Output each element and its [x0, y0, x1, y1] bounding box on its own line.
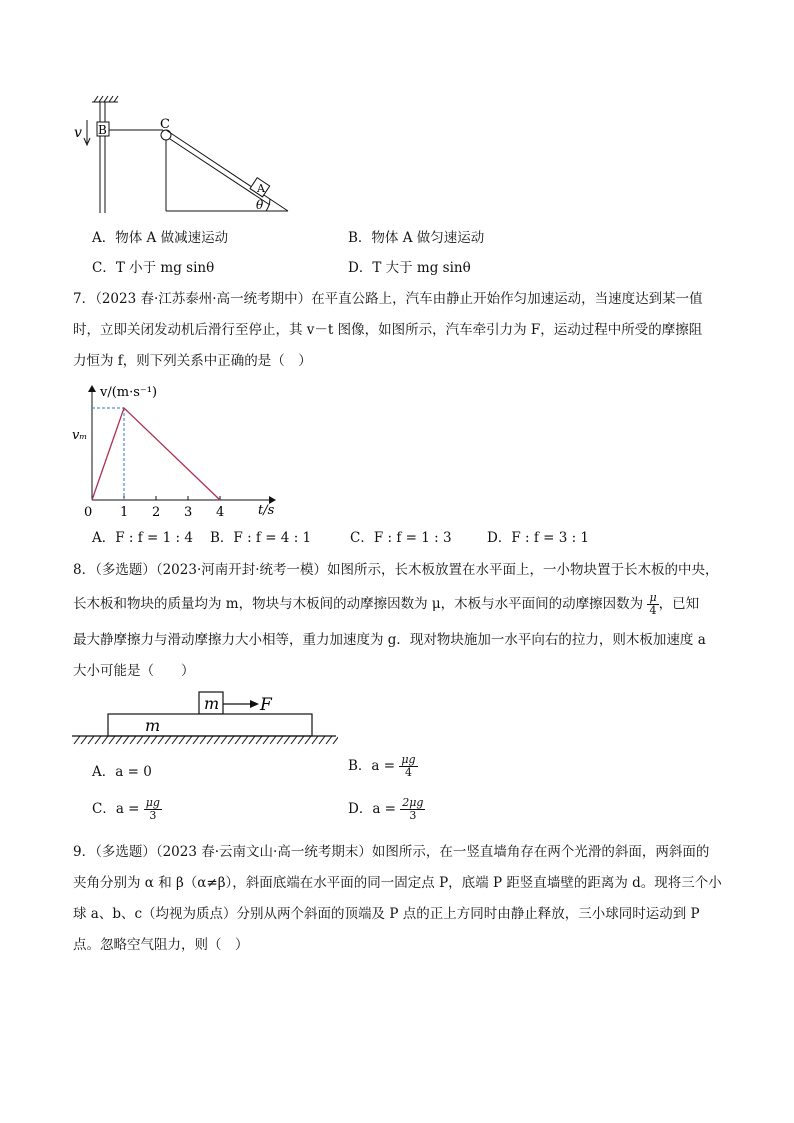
q8-force-label: F: [260, 695, 272, 715]
ground-hatch-stroke: [305, 736, 311, 744]
ground-hatch-stroke: [298, 736, 304, 744]
q8-line-2a: 长木板和物块的质量均为 m，物块与木板间的动摩擦因数为 μ，木板与水平面间的动摩擦因数为: [73, 596, 644, 612]
q8-option-b-prefix: B．a =: [348, 758, 396, 774]
ground-hatch-stroke: [263, 736, 269, 744]
q8-block-label: m: [204, 694, 220, 713]
q9-line-3: 球 a、b、c（均视为质点）分别从两个斜面的顶端及 P 点的正上方同时由静止释放，三小球同时运动到 P: [73, 906, 700, 922]
x-axis-label: t/s: [258, 503, 275, 518]
q8-option-c-prefix: C．a =: [92, 801, 140, 817]
q8-line-2: [73, 592, 699, 617]
q7-option-c: C．F : f = 1 : 3: [350, 530, 452, 546]
q7-line-1: 7．（2023 春·江苏泰州·高一统考期中）在平直公路上，汽车由静止开始作匀加速运动，当速度达到某一值: [73, 291, 703, 307]
q8-line-1: 8．（多选题）（2023·河南开封·统考一模）如图所示，长木板放置在水平面上，一小物块置于长木板的中央，: [73, 562, 719, 578]
q8-option-c-num: μg: [145, 796, 160, 809]
x-tick-label-2: 2: [152, 505, 161, 520]
ground-hatch-stroke: [165, 736, 171, 744]
ground-hatch-stroke: [81, 736, 87, 744]
ground-hatch-stroke: [214, 736, 220, 744]
ground-hatch-stroke: [207, 736, 213, 744]
q6-option-a: A．物体 A 做减速运动: [92, 230, 229, 246]
fig6-C-label: C: [160, 117, 170, 132]
q9-line-2: 夹角分别为 α 和 β（α≠β），斜面底端在水平面的同一固定点 P，底端 P 距竖直墙壁的距离为 d。现将三个小: [73, 875, 722, 891]
q7-line-2: 时，立即关闭发动机后滑行至停止，其 v－t 图像，如图所示，汽车牵引力为 F，运动过程中所受的摩擦阻: [73, 322, 703, 338]
ground-hatch-stroke: [326, 736, 332, 744]
ground-hatch-stroke: [270, 736, 276, 744]
vt-series-line: [92, 408, 220, 500]
ground-hatch-stroke: [116, 736, 122, 744]
ground-hatch-stroke: [291, 736, 297, 744]
q8-figure: [70, 688, 338, 748]
ground-hatch-stroke: [130, 736, 136, 744]
q8-option-a: A．a = 0: [92, 764, 152, 780]
ground-hatch-stroke: [228, 736, 234, 744]
ground-hatch-stroke: [256, 736, 262, 744]
q9-line-4: 点。忽略空气阻力，则（ ）: [73, 937, 249, 953]
q8-fraction: [647, 592, 658, 617]
ground-hatch-stroke: [333, 736, 338, 744]
ground-hatch-stroke: [74, 736, 80, 744]
q8-board-label: m: [145, 716, 161, 735]
ground-hatch-stroke: [109, 736, 115, 744]
ground-hatch-stroke: [277, 736, 283, 744]
q8-line-3: 最大静摩擦力与滑动摩擦力大小相等，重力加速度为 g．现对物块施加一水平向右的拉力，则木板加速度 a: [73, 632, 706, 648]
ground-hatch-stroke: [179, 736, 185, 744]
q8-option-b: [348, 754, 418, 779]
q8-option-b-num: μg: [401, 753, 416, 766]
ground-hatch-stroke: [221, 736, 227, 744]
x-tick-label-3: 3: [184, 505, 193, 520]
q6-option-d: D．T 大于 mg sinθ: [348, 260, 471, 276]
ground-hatch-stroke: [249, 736, 255, 744]
q8-option-b-fraction: [399, 754, 417, 779]
q8-option-d: [348, 797, 425, 822]
q8-option-b-den: 4: [404, 766, 412, 779]
q8-option-d-prefix: D．a =: [348, 801, 396, 817]
x-tick-label-0: 0: [84, 505, 93, 520]
ground-hatch-stroke: [151, 736, 157, 744]
q6-option-c: C．T 小于 mg sinθ: [92, 260, 215, 276]
ground-hatch-stroke: [319, 736, 325, 744]
q6-figure: [70, 95, 300, 220]
fig6-v-label: v: [74, 125, 82, 141]
ground-hatch-stroke: [144, 736, 150, 744]
q8-option-c: [92, 797, 162, 822]
q6-option-b: B．物体 A 做匀速运动: [348, 230, 485, 246]
q8-line-2b: ，已知: [658, 596, 700, 612]
q9-line-1: 9．（多选题）（2023 春·云南文山·高一统考期末）如图所示，在一竖直墙角存在两个光滑的斜面，两斜面的: [73, 844, 710, 860]
q7-option-a: A．F : f = 1 : 4: [92, 530, 193, 546]
q8-frac-num: μ: [649, 591, 657, 604]
q7-option-b: B．F : f = 4 : 1: [210, 530, 312, 546]
q7-vt-chart: [70, 378, 290, 520]
x-tick-label-4: 4: [216, 505, 225, 520]
ground-hatch-stroke: [95, 736, 101, 744]
ground-hatch-stroke: [102, 736, 108, 744]
ground-hatch-stroke: [88, 736, 94, 744]
q8-option-d-den: 3: [409, 809, 417, 822]
ground-hatch-stroke: [312, 736, 318, 744]
ground-hatch-stroke: [242, 736, 248, 744]
fig6-B-label: B: [98, 123, 107, 137]
q8-option-d-fraction: [400, 797, 425, 822]
ground-hatch-stroke: [186, 736, 192, 744]
ground-hatch-stroke: [172, 736, 178, 744]
ground-hatch-stroke: [284, 736, 290, 744]
ground-hatch-stroke: [123, 736, 129, 744]
y-tick-vm: vₘ: [72, 428, 88, 443]
q8-option-d-num: 2μg: [402, 796, 424, 809]
y-axis-label: v/(m·s⁻¹): [100, 385, 158, 400]
q8-line-4: 大小可能是（ ）: [73, 663, 195, 679]
q7-option-d: D．F : f = 3 : 1: [487, 530, 590, 546]
q7-line-3: 力恒为 f，则下列关系中正确的是（ ）: [73, 353, 312, 369]
ground-hatch-stroke: [200, 736, 206, 744]
ground-hatch-stroke: [158, 736, 164, 744]
x-tick-label-1: 1: [120, 505, 129, 520]
q8-frac-den: 4: [649, 604, 657, 617]
fig6-A-label: A: [257, 182, 265, 195]
q8-option-c-fraction: [144, 797, 162, 822]
q8-option-c-den: 3: [149, 809, 157, 822]
fig6-theta-label: θ: [256, 198, 264, 212]
ground-hatch-stroke: [235, 736, 241, 744]
ground-hatch-stroke: [137, 736, 143, 744]
ground-hatch-stroke: [193, 736, 199, 744]
